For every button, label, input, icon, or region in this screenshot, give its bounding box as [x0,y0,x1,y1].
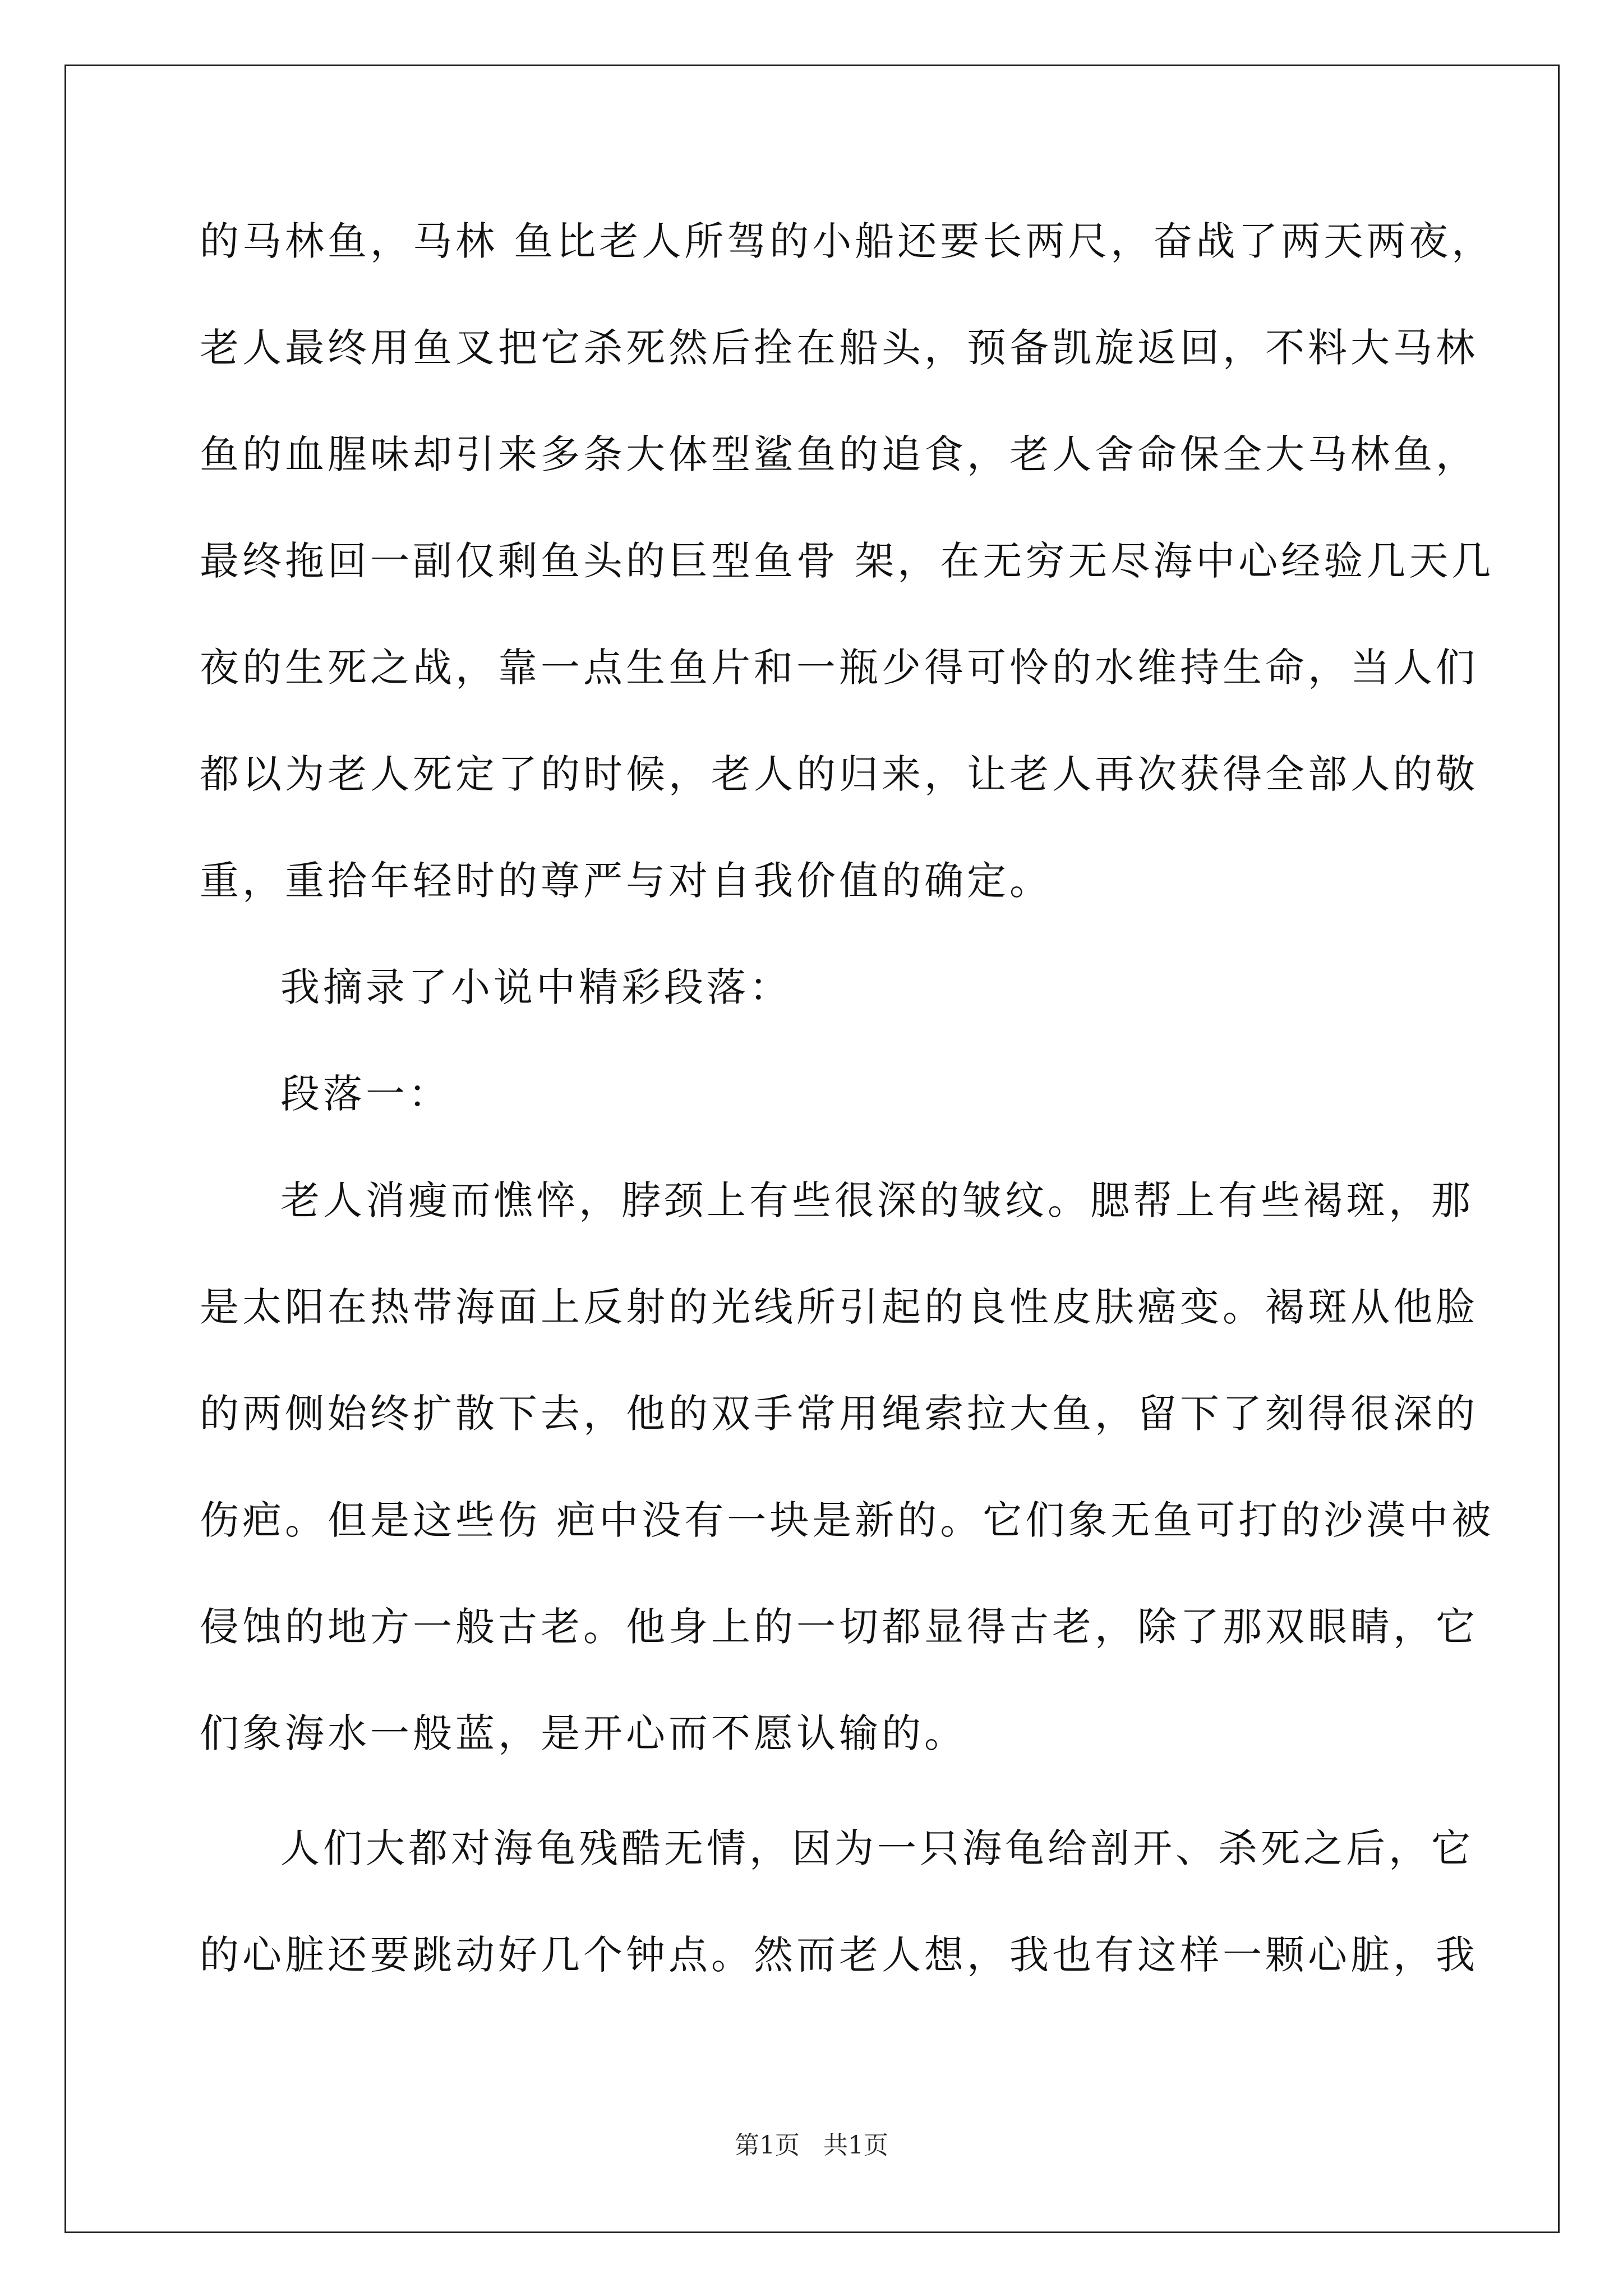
text-line-10: 老人消瘦而憔悴，脖颈上有些很深的皱纹。腮帮上有些褐斑，那 [280,1177,1474,1223]
text-line-8: 我摘录了小说中精彩段落： [280,964,792,1010]
page-footer: 第1页 共1页 [735,2131,888,2160]
text-line-7: 重，重拾年轻时的尊严与对自我价值的确定。 [200,858,1052,904]
text-line-11: 是太阳在热带海面上反射的光线所引起的良性皮肤癌变。褐斑从他脸 [200,1284,1478,1330]
page-border [64,65,1560,2233]
text-line-17: 的心脏还要跳动好几个钟点。然而老人想，我也有这样一颗心脏，我 [200,1932,1478,1978]
text-line-2: 老人最终用鱼叉把它杀死然后拴在船头，预备凯旋返回，不料大马林 [200,325,1478,371]
text-line-12: 的两侧始终扩散下去，他的双手常用绳索拉大鱼，留下了刻得很深的 [200,1391,1478,1437]
text-line-1: 的马林鱼，马林 鱼比老人所驾的小船还要长两尺，奋战了两天两夜， [200,218,1495,264]
text-line-6: 都以为老人死定了的时候，老人的归来，让老人再次获得全部人的敬 [200,751,1478,797]
text-line-5: 夜的生死之战，靠一点生鱼片和一瓶少得可怜的水维持生命，当人们 [200,645,1478,691]
text-line-15: 们象海水一般蓝，是开心而不愿认输的。 [200,1710,967,1756]
text-line-3: 鱼的血腥味却引来多条大体型鲨鱼的追食，老人舍命保全大马林鱼， [200,431,1478,477]
text-line-9: 段落一： [280,1071,451,1117]
text-line-13: 伤疤。但是这些伤 疤中没有一块是新的。它们象无鱼可打的沙漠中被 [200,1497,1495,1543]
text-line-4: 最终拖回一副仅剩鱼头的巨型鱼骨 架，在无穷无尽海中心经验几天几 [200,538,1495,584]
text-line-16: 人们大都对海龟残酷无情，因为一只海龟给剖开、杀死之后，它 [280,1825,1474,1871]
text-line-14: 侵蚀的地方一般古老。他身上的一切都显得古老，除了那双眼睛，它 [200,1604,1478,1650]
